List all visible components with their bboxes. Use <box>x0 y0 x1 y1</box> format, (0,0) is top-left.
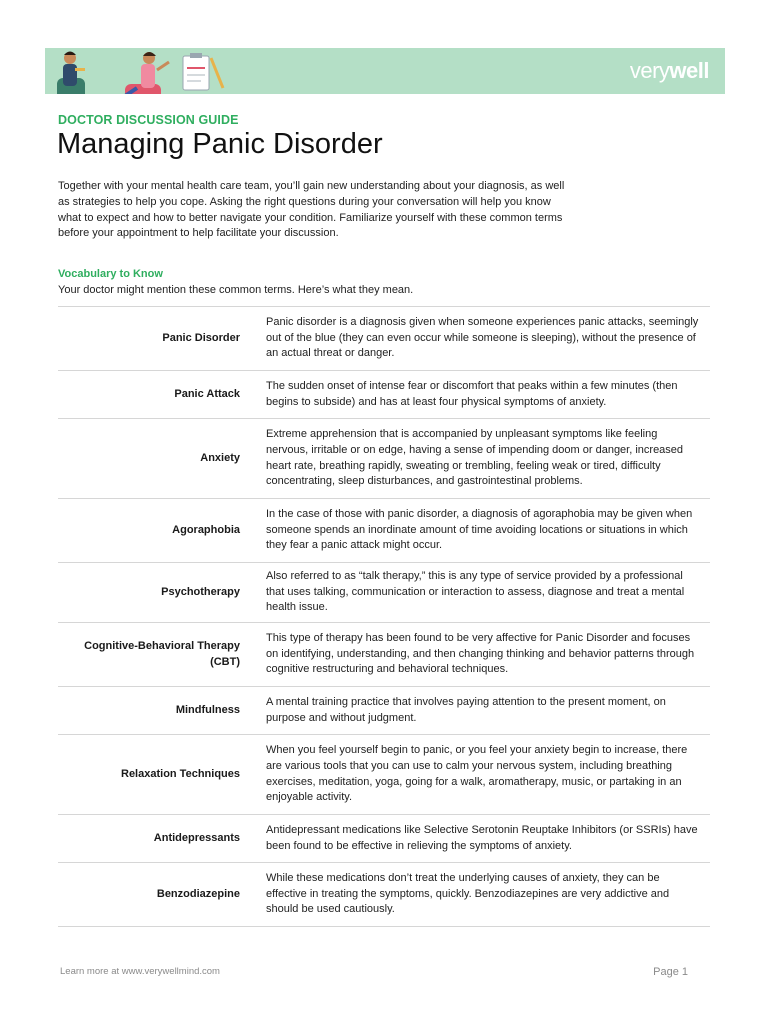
term-definition: This type of therapy has been found to be very affective for Panic Disorder and focuses on identifying, understanding, and then changing thinking and behavior patterns through cognitive restructuring and behavioral techniques. <box>266 631 695 676</box>
intro-paragraph: Together with your mental health care team, you’ll gain new understanding about your diagnosis, as well as strategies to help you cope. Asking the right questions during your conversation will help you know what to expect and how to better navigate your condition. Familiarize yourself with these common terms before your appointment to help facilitate your discussion. <box>58 180 565 240</box>
term-definition: In the case of those with panic disorder, a diagnosis of agoraphobia may be given when someone spends an inordinate amount of time avoiding locations or situations in which they fear a panic attack might occur. <box>266 507 693 552</box>
vocabulary-table <box>58 306 710 927</box>
learn-more-link[interactable]: Learn more at www.verywellmind.com <box>60 966 220 977</box>
table-row <box>58 563 710 623</box>
vocabulary-heading: Vocabulary to Know <box>58 268 163 280</box>
term-label: Cognitive-Behavioral Therapy (CBT) <box>84 639 240 668</box>
term-label: Mindfulness <box>175 703 240 716</box>
term-definition: When you feel yourself begin to panic, or you feel your anxiety begin to increase, there are various tools that you can use to calm your nervous system, including breathing exercises, meditation, yoga, going for a walk, aromatherapy, music, or partaking in an enjoyable activity. <box>266 743 688 804</box>
term-definition: Antidepressant medications like Selective Serotonin Reuptake Inhibitors (or SSRIs) have been found to be effective in relieving the symptoms of anxiety. <box>266 823 698 852</box>
vocabulary-subheading: Your doctor might mention these common terms. Here’s what they mean. <box>58 284 414 296</box>
term-label: Psychotherapy <box>161 585 240 598</box>
table-row <box>58 499 710 563</box>
table-row <box>58 419 710 499</box>
term-definition: A mental training practice that involves paying attention to the present moment, on purpose and without judgment. <box>266 695 666 724</box>
page-title: Managing Panic Disorder <box>57 128 383 160</box>
patient-illustration <box>119 52 169 94</box>
table-row <box>58 623 710 687</box>
term-definition: Also referred to as “talk therapy,” this is any type of service provided by a professional that uses talking, communication or interaction to assess, diagnose and treat a mental health issue. <box>266 569 685 614</box>
brand-logo: verywell <box>629 58 709 83</box>
term-definition: The sudden onset of intense fear or discomfort that peaks within a few minutes (then begins to subside) and has at least four physical symptoms of anxiety. <box>266 379 678 408</box>
guide-eyebrow: DOCTOR DISCUSSION GUIDE <box>58 113 239 127</box>
table-row <box>58 815 710 863</box>
term-label: Panic Attack <box>174 387 240 400</box>
clipboard-illustration <box>183 53 223 90</box>
page-number: Page 1 <box>653 966 688 978</box>
table-row <box>58 863 710 927</box>
table-row <box>58 307 710 371</box>
term-label: Panic Disorder <box>162 331 240 344</box>
table-row <box>58 735 710 815</box>
table-row <box>58 371 710 419</box>
term-definition: Panic disorder is a diagnosis given when someone experiences panic attacks, seemingly out of the blue (they can even occur while someone is sleeping), without the presence of an actual threat or danger. <box>266 315 699 360</box>
term-label: Anxiety <box>200 451 240 464</box>
term-label: Antidepressants <box>153 831 240 844</box>
table-row <box>58 687 710 735</box>
term-label: Agoraphobia <box>172 523 240 536</box>
term-label: Benzodiazepine <box>156 887 240 900</box>
term-definition: Extreme apprehension that is accompanied by unpleasant symptoms like feeling nervous, irritable or on edge, having a sense of impending doom or danger, increased heart rate, breathing rapidly, sweating or trembling, feeling weak or tired, difficulty concentrating, sleep disturbances, and gastrointestinal problems. <box>266 427 684 488</box>
therapy-session-illustration <box>45 48 285 94</box>
term-definition: While these medications don’t treat the underlying causes of anxiety, they can be effective in treating the symptoms, quickly. Benzodiazepines are very addictive and should be used cautiously. <box>266 871 670 916</box>
term-label: Relaxation Techniques <box>121 767 240 780</box>
header-banner <box>45 48 725 94</box>
therapist-illustration <box>57 52 85 95</box>
